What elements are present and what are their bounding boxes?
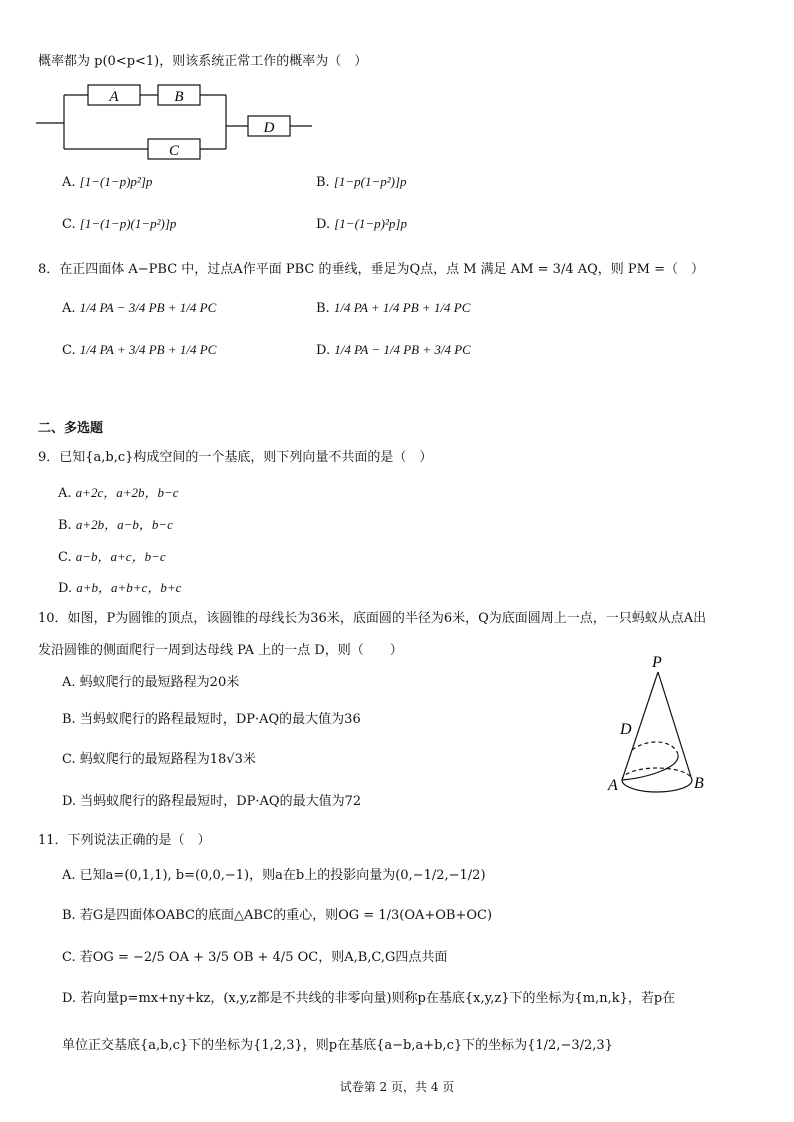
q8-stem (38, 258, 704, 277)
option-letter: A. (62, 868, 76, 883)
q9-option-b (58, 514, 173, 533)
option-letter: A. (62, 301, 76, 316)
q11-option-b (62, 904, 492, 923)
option-letter: C. (62, 752, 76, 767)
option-text: 已知a=(0,1,1), b=(0,0,−1)，则a在b上的投影向量为(0,−1/2,−1/2) (79, 868, 486, 883)
option-text: 1/4 PA + 3/4 PB + 1/4 PC (79, 342, 217, 357)
cone-figure (606, 650, 726, 800)
option-text: 当蚂蚁爬行的路程最短时，DP·AQ的最大值为72 (80, 794, 362, 809)
q11-option-d-continued (62, 1034, 613, 1053)
option-text: 单位正交基底{a,b,c}下的坐标为{1,2,3}，则p在基底{a−b,a+b,c}下的坐标为{1/2,−3/2,3} (62, 1038, 613, 1053)
q10-option-c (62, 748, 256, 767)
circuit-box-c: C (168, 143, 180, 159)
q11-option-c (62, 946, 447, 965)
cone-label-d: D (620, 721, 632, 738)
option-text: 若OG = −2/5 OA + 3/5 OB + 4/5 OC，则A,B,C,G四点共面 (79, 950, 448, 965)
option-letter: D. (58, 581, 73, 596)
option-letter: B. (316, 301, 330, 316)
cone-label-a: A (608, 777, 618, 794)
option-letter: B. (58, 518, 72, 533)
option-text: 1/4 PA − 1/4 PB + 3/4 PC (334, 342, 471, 357)
q9-option-c (58, 546, 166, 565)
option-text: a+2c，a+2b，b−c (75, 485, 179, 500)
option-letter: D. (316, 217, 331, 232)
option-letter: B. (62, 908, 76, 923)
q7-stem-text: 概率都为 p(0<p<1)，则该系统正常工作的概率为（ ） (38, 54, 368, 69)
option-letter: D. (62, 991, 77, 1006)
option-text: 当蚂蚁爬行的路程最短时，DP·AQ的最大值为36 (79, 712, 361, 727)
q8-stem-text: 8．在正四面体 A−PBC 中，过点A作平面 PBC 的垂线，垂足为Q点，点 M 满足 AM = 3/4 AQ，则 PM =（ ） (38, 262, 704, 277)
option-letter: C. (62, 950, 76, 965)
circuit-box-b: B (174, 89, 184, 105)
q7-option-b (316, 174, 407, 190)
q7-option-a (62, 174, 152, 190)
option-letter: A. (62, 175, 76, 190)
option-text: [1−p(1−p²)]p (333, 174, 407, 189)
q11-stem: 11．下列说法正确的是（ ） (38, 833, 211, 848)
option-letter: C. (62, 343, 76, 358)
q8-option-b (316, 300, 470, 316)
q8-option-a (62, 300, 216, 316)
circuit-box-d: D (263, 120, 275, 136)
page-footer: 试卷第 2 页，共 4 页 (339, 1080, 455, 1094)
option-text: 1/4 PA − 3/4 PB + 1/4 PC (79, 300, 217, 315)
cone-label-b: B (694, 775, 704, 792)
option-letter: C. (58, 550, 72, 565)
circuit-diagram (36, 80, 326, 160)
q10-stem-line2: 发沿圆锥的侧面爬行一周到达母线 PA 上的一点 D，则（ ） (38, 643, 403, 658)
option-text: [1−(1−p)(1−p²)]p (79, 216, 177, 231)
q11-option-d (62, 987, 675, 1006)
option-text: a+2b，a−b，b−c (75, 517, 173, 532)
option-text: a−b，a+c，b−c (75, 549, 166, 564)
option-letter: B. (62, 712, 76, 727)
q9-option-d (58, 577, 181, 596)
q8-option-d (316, 342, 471, 358)
option-letter: D. (62, 794, 77, 809)
option-text: 若G是四面体OABC的底面△ABC的重心，则OG = 1/3(OA+OB+OC) (79, 908, 493, 923)
q9-option-a (58, 482, 179, 501)
q7-stem (38, 50, 367, 69)
option-text: [1−(1−p)²p]p (334, 216, 407, 231)
q9-stem (38, 446, 432, 465)
q10-option-d (62, 790, 361, 809)
option-letter: C. (62, 217, 76, 232)
q7-option-c (62, 216, 176, 232)
q8-option-c (62, 342, 216, 358)
option-letter: D. (316, 343, 331, 358)
option-text: 若向量p=mx+ny+kz，(x,y,z都是不共线的非零向量)则称p在基底{x,y,z}下的坐标为{m,n,k}，若p在 (80, 991, 676, 1006)
section-title: 二、多选题 (38, 421, 104, 436)
circuit-box-a: A (109, 89, 119, 105)
q7-option-d (316, 216, 407, 232)
q10-stem-line1: 10．如图，P为圆锥的顶点，该圆锥的母线长为36米，底面圆的半径为6米，Q为底面圆周上一点，一只蚂蚁从点A出 (38, 611, 707, 626)
q9-stem-text: 9．已知{a,b,c}构成空间的一个基底，则下列向量不共面的是（ ） (38, 450, 433, 465)
option-text: 蚂蚁爬行的最短路程为18√3米 (79, 752, 256, 767)
q10-option-b (62, 708, 361, 727)
option-text: a+b，a+b+c，b+c (76, 580, 182, 595)
option-text: 蚂蚁爬行的最短路程为20米 (79, 675, 240, 690)
option-letter: A. (62, 675, 76, 690)
option-text: 1/4 PA + 1/4 PB + 1/4 PC (333, 300, 471, 315)
cone-label-p: P (652, 654, 662, 671)
q11-option-a (62, 864, 486, 883)
option-letter: B. (316, 175, 330, 190)
q10-option-a (62, 671, 239, 690)
option-letter: A. (58, 486, 72, 501)
option-text: [1−(1−p)p²]p (79, 174, 153, 189)
